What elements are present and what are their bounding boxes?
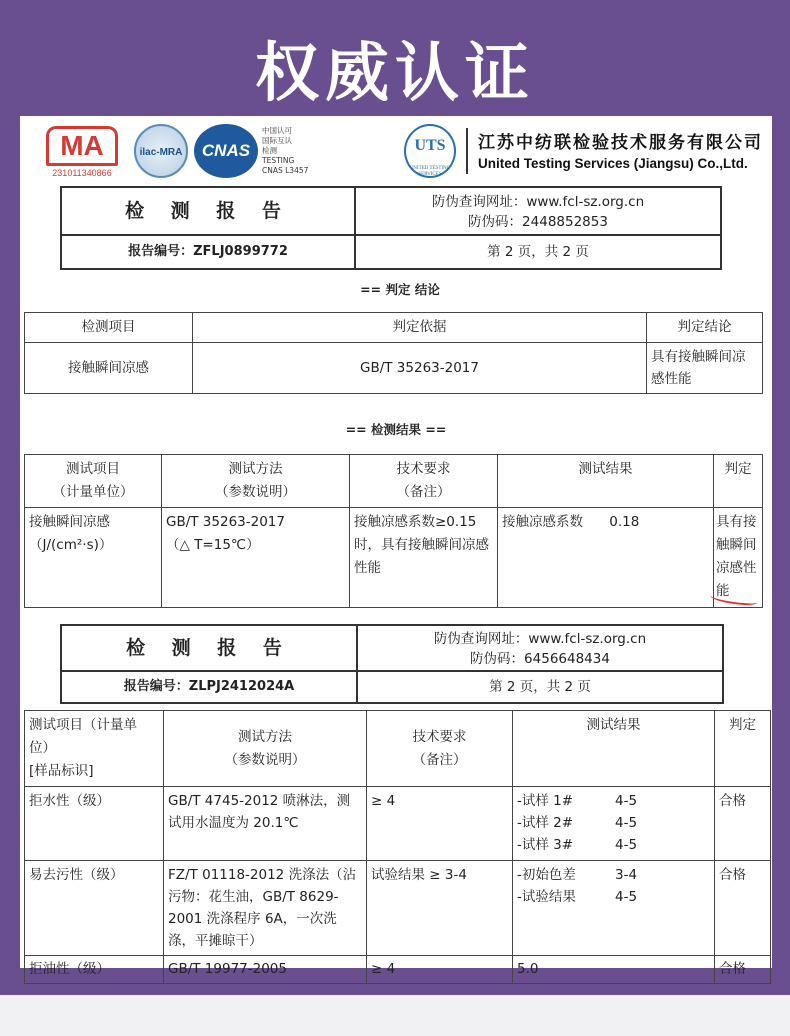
result1-result [498,508,714,608]
uts-logo: UTS UNITED TESTING SERVICES [404,124,456,178]
judgement-conclusion: 具有接触瞬间凉感性能 [647,343,763,394]
cnas-logo: CNAS [194,124,258,178]
report1-page: 第 2 页，共 2 页 [487,244,589,260]
judgement-item: 接触瞬间凉感 [25,343,193,394]
result1-method: GB/T 35263-2017 （△ T=15℃） [162,508,350,608]
report2-header [60,624,724,704]
logo-row [20,116,772,186]
result1-header-result: 测试结果 [498,455,714,508]
sample-result: -试验结果 4-5 [517,889,638,905]
row-method: GB/T 19977-2005 [164,956,367,984]
result1-result-value: 0.18 [609,514,640,530]
result1-header-judgement: 判定 [714,455,763,508]
report1-header [60,186,722,270]
certificate-paper [20,116,772,977]
row-results [513,787,715,861]
row-results: 5.0 [513,956,715,984]
result1-judgement: 具有接触瞬间凉感性能 [714,508,763,608]
cma-mark: MA [46,126,118,166]
result1-item: 接触瞬间凉感 （J/(cm²·s)） [25,508,162,608]
row-item: 易去污性（级） [25,861,164,956]
result2-header-requirement: 技术要求 （备注） [367,711,513,787]
report2-page: 第 2 页，共 2 页 [489,679,591,695]
sample-result: -试样 2# 4-5 [517,815,638,831]
result-table-2 [24,710,771,984]
logo-divider [466,128,468,174]
cma-logo [46,126,118,186]
report1-query-info [356,188,720,236]
report2-query-info [358,626,722,672]
cma-number: 231011340866 [52,168,112,178]
result1-header-method: 测试方法 （参数说明） [162,455,350,508]
result2-header-judgement: 判定 [715,711,771,787]
ilac-mra-logo: ilac-MRA [134,124,188,178]
table-row [25,861,771,956]
judgement-section-title: == 判定 结论 [360,282,440,297]
row-method: GB/T 4745-2012 喷淋法，测试用水温度为 20.1℃ [164,787,367,861]
result-section-title: == 检测结果 == [345,422,447,437]
result2-header-item: 测试项目（计量单位） [样品标识] [25,711,164,787]
row-method: FZ/T 01118-2012 洗涤法（沾污物：花生油，GB/T 8629-2001 洗涤程序 6A，一次洗涤，平摊晾干） [164,861,367,956]
table-row [25,787,771,861]
row-item: 拒水性（级） [25,787,164,861]
report1-anti-fake-code: 防伪码：2448852853 [468,214,608,230]
report1-title: 检 测 报 告 [62,188,356,236]
sample-result: -试样 3# 4-5 [517,837,638,853]
result1-result-label: 接触凉感系数 [502,514,583,530]
page-headline: 权威认证 [255,37,535,111]
judgement-header-item: 检测项目 [25,313,193,343]
judgement-basis: GB/T 35263-2017 [193,343,647,394]
sample-result: -试样 1# 4-5 [517,793,638,809]
report2-query-site: 防伪查询网址：www.fcl-sz.org.cn [433,631,647,647]
table-row [25,956,771,984]
company-name-en: United Testing Services (Jiangsu) Co.,Ltd. [478,156,748,171]
cnas-caption: 中国认可 国际互认 检测 TESTING CNAS L3457 [262,126,309,175]
row-results [513,861,715,956]
judgement-header-conclusion: 判定结论 [647,313,763,343]
report2-number: 报告编号：ZLPJ2412024A [62,672,358,702]
row-requirement: ≥ 4 [367,956,513,984]
judgement-header-basis: 判定依据 [193,313,647,343]
result1-header-requirement: 技术要求 （备注） [350,455,498,508]
result1-header-item: 测试项目 （计量单位） [25,455,162,508]
row-requirement: 试验结果 ≥ 3-4 [367,861,513,956]
row-item: 拒油性（级） [25,956,164,984]
report1-query-site: 防伪查询网址：www.fcl-sz.org.cn [431,194,645,210]
company-name-cn: 江苏中纺联检验技术服务有限公司 [478,133,763,153]
result1-requirement: 接触凉感系数≥0.15时，具有接触瞬间凉感性能 [350,508,498,608]
sample-result: -初始色差 3-4 [517,867,638,883]
result-table-1 [24,454,763,608]
row-judgement: 合格 [715,787,771,861]
row-requirement: ≥ 4 [367,787,513,861]
judgement-table [24,312,763,394]
result2-header-result: 测试结果 [513,711,715,787]
row-judgement: 合格 [715,861,771,956]
result2-header-method: 测试方法 （参数说明） [164,711,367,787]
report2-anti-fake-code: 防伪码：6456648434 [470,651,610,667]
report2-title: 检 测 报 告 [62,626,358,672]
row-judgement: 合格 [715,956,771,984]
report1-number: 报告编号：ZFLJ0899772 [62,236,356,268]
